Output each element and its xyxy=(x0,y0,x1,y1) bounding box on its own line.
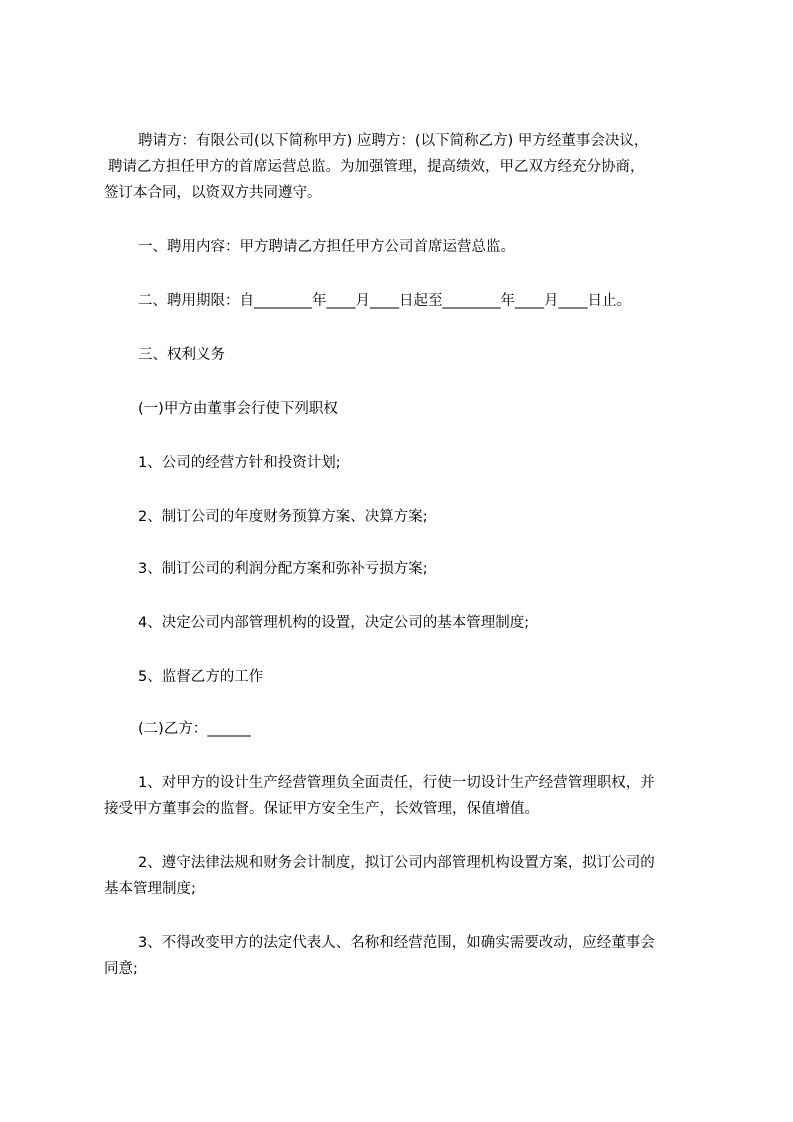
intro-line-2: 聘请乙方担任甲方的首席运营总监。为加强管理，提高绩效，甲乙双方经充分协商， xyxy=(108,159,645,175)
intro-line-3: 签订本合同，以资双方共同遵守。 xyxy=(104,185,322,201)
party-b-item-2 xyxy=(104,850,655,902)
party-a-heading: (一)甲方由董事会行使下列职权 xyxy=(138,401,338,417)
clause-rights-obligations: 三、权利义务 xyxy=(138,347,225,363)
intro-paragraph xyxy=(104,128,648,206)
party-b-item-2-line-2: 基本管理制度; xyxy=(104,881,196,897)
intro-line-1: 聘请方：有限公司(以下简称甲方) 应聘方：(以下简称乙方) 甲方经董事会决议， xyxy=(138,133,649,149)
party-a-item-5: 5、监督乙方的工作 xyxy=(138,669,264,685)
party-b-item-1-line-2: 接受甲方董事会的监督。保证甲方安全生产，长效管理，保值增值。 xyxy=(104,801,539,817)
party-a-item-3: 3、制订公司的利润分配方案和弥补亏损方案; xyxy=(138,561,428,577)
party-a-item-1: 1、公司的经营方针和投资计划; xyxy=(138,455,341,471)
party-b-item-1-line-1: 1、对甲方的设计生产经营管理负全面责任，行使一切设计生产经营管理职权，并 xyxy=(138,775,655,791)
clause-employment-content: 一、聘用内容：甲方聘请乙方担任甲方公司首席运营总监。 xyxy=(138,239,515,255)
party-b-item-1 xyxy=(104,770,655,822)
party-a-item-4: 4、决定公司内部管理机构的设置，决定公司的基本管理制度; xyxy=(138,615,530,631)
clause-employment-term: 二、聘用期限：自________年____月____日起至________年____月____日止。 xyxy=(138,293,631,309)
party-b-item-2-line-1: 2、遵守法律法规和财务会计制度，拟订公司内部管理机构设置方案，拟订公司的 xyxy=(138,855,655,871)
party-b-item-3-line-1: 3、不得改变甲方的法定代表人、名称和经营范围，如确实需要改动，应经董事会 xyxy=(138,935,655,951)
party-a-item-2: 2、制订公司的年度财务预算方案、决算方案; xyxy=(138,509,428,525)
party-b-item-3-line-2: 同意; xyxy=(104,961,138,977)
party-b-item-3 xyxy=(104,930,655,982)
party-b-heading: (二)乙方：______ xyxy=(138,721,251,737)
